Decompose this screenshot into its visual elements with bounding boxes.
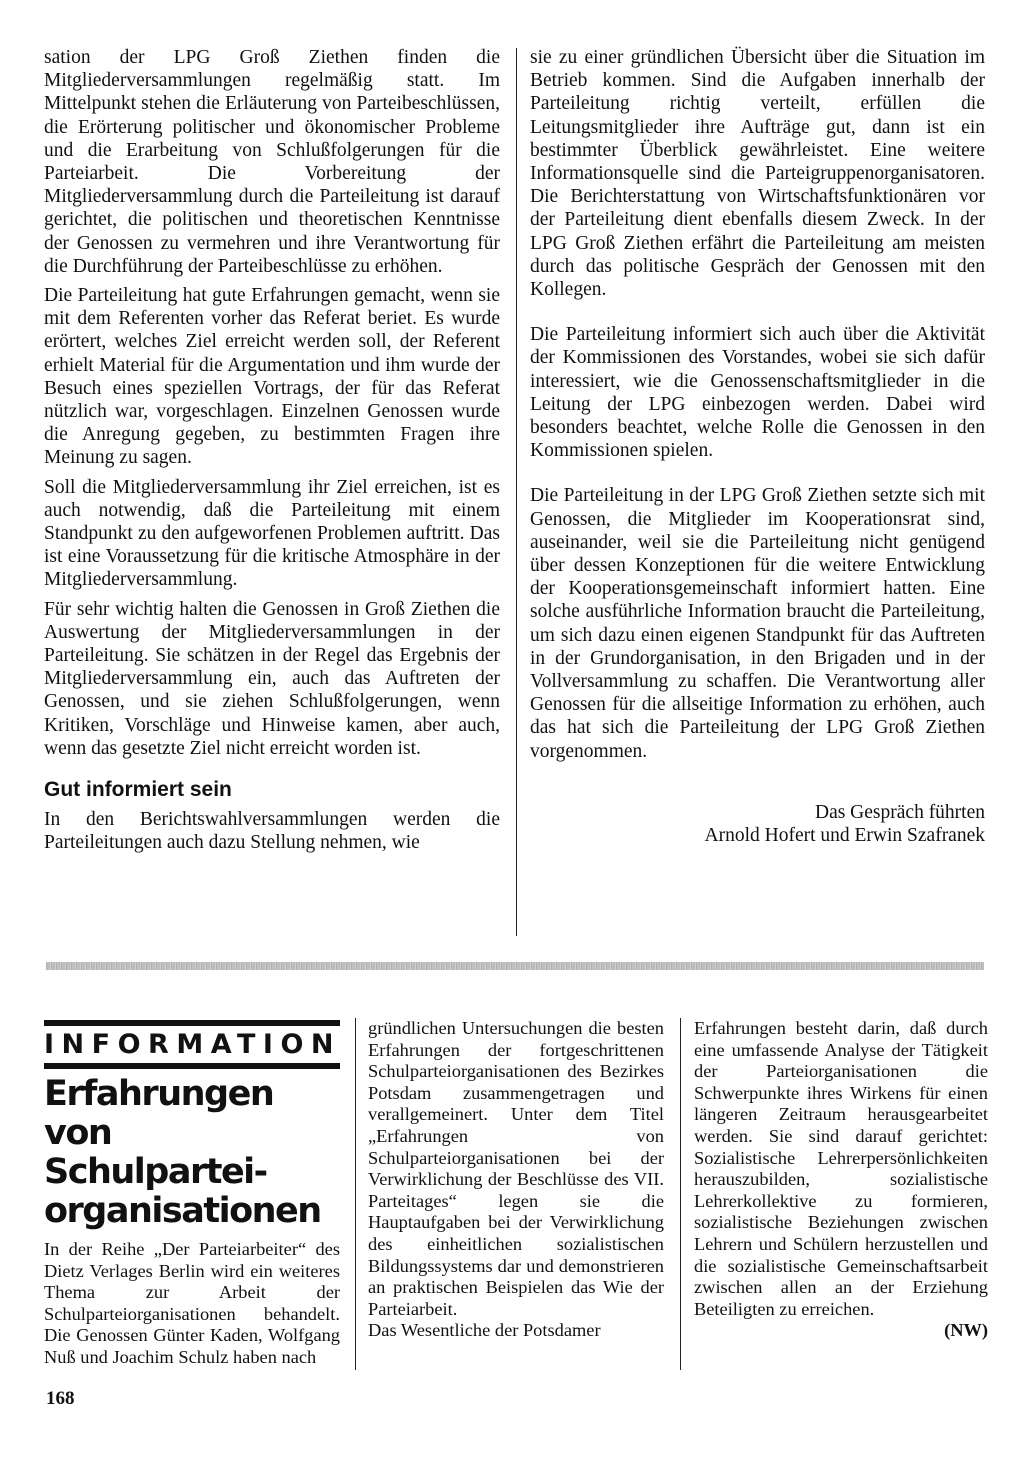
article-column-right [530, 46, 985, 847]
paragraph: sation der LPG Groß Ziethen finden die Mitgliederversammlungen regelmäßig statt. Im Mittelpunkt stehen die Erläuterung von Parteibeschlüssen, die Erörterung politischer und ökonomischer Probleme und die Erarbeitung von Schlußfolgerungen für die Parteiarbeit. Die Vorbereitung der Mitgliederversammlung durch die Parteileitung ist darauf gerichtet, die politischen und theoretischen Kenntnisse der Genossen zu vermehren und ihre Verantwortung für die Durchführung der Parteibeschlüsse zu erhöhen. [44, 47, 500, 277]
paragraph: Soll die Mitgliederversammlung ihr Ziel erreichen, ist es auch notwendig, daß die Parteileitung mit einem Standpunkt zu den aufgeworfenen Problemen auftritt. Das ist eine Voraussetzung für die kritische Atmosphäre in der Mitgliederversammlung. [44, 476, 500, 591]
signature-names: Arnold Hofert und Erwin Szafranek [704, 825, 985, 847]
info-column-3 [694, 1018, 988, 1342]
paragraph: Das Wesentliche der Potsdamer [368, 1320, 601, 1341]
column-divider [516, 48, 517, 936]
information-label: INFORMATION [44, 1020, 340, 1069]
info-column-1 [44, 1020, 340, 1369]
paragraph: Für sehr wichtig halten die Genossen in Groß Ziethen die Auswertung der Mitgliederversammlungen in der Parteileitung. Sie schätzen in der Regel das Ergebnis der Mitgliederversammlung ein, auch das Auftreten der Genossen, und sie ziehen Schlußfolgerungen, wenn Kritiken, Vorschläge und Hinweise kamen, aber auch, wenn das gesetzte Ziel nicht erreicht worden ist. [44, 598, 500, 759]
author-initials: (NW) [944, 1320, 988, 1341]
paragraph: In der Reihe „Der Parteiarbeiter“ des Dietz Verlages Berlin wird ein weiteres Thema zur Arbeit der Schulparteiorganisationen behandelt. Die Genossen Günter Kaden, Wolfgang Nuß und Joachim Schulz haben nach [44, 1239, 340, 1367]
paragraph: Erfahrungen besteht darin, daß durch eine umfassende Analyse der Tätigkeit der Parteiorganisationen die Schwerpunkte ihres Wirkens für einen längeren Zeitraum herausgearbeitet werden. Sie sind darauf gerichtet: Sozialistische Lehrerpersönlichkeiten herauszubilden, sozialistische Lehrerkollektive zu formieren, sozialistische Beziehungen zwischen Lehrern und Schülern herzustellen und die sozialistische Gemeinschaftsarbeit zwischen allen an der Erziehung Beteiligten zu erreichen. [694, 1018, 988, 1319]
signature-line: Das Gespräch führten [814, 801, 985, 823]
paragraph: Die Parteileitung in der LPG Groß Ziethen setzte sich mit Genossen, die Mitglieder im Kooperationsrat sind, auseinander, weil sie die Parteileitung nicht genügend über dessen Konzeptionen für die weitere Entwicklung der Kooperationsgemeinschaft informiert hatten. Eine solche ausführliche Information braucht die Parteileitung, um sich dazu einen eigenen Standpunkt für das Auftreten in der Grundorganisation, in den Brigaden und in der Vollversammlung zu schaffen. Die Verantwortung aller Genossen für die allseitige Information zu erhöhen, auch das hat sich die Parteileitung der LPG Groß Ziethen vorgenommen. [530, 485, 985, 762]
interviewer-credit [530, 801, 985, 847]
paragraph: gründlichen Untersuchungen die besten Erfahrungen der fortgeschrittenen Schulparteiorganisationen des Bezirkes Potsdam zusammengetragen und verallgemeinert. Unter dem Titel „Erfahrungen von Schulparteiorganisationen bei der Verwirklichung der Beschlüsse des VII. Parteitages“ legen sie die Hauptaufgaben bei der Verwirklichung des einheitlichen sozialistischen Bildungssystems dar und demonstrieren an praktischen Beispielen das Wie der Parteiarbeit. [368, 1018, 664, 1319]
info-column-2 [368, 1018, 664, 1342]
paragraph: Die Parteileitung hat gute Erfahrungen gemacht, wenn sie mit dem Referenten vorher das Referat beriet. Es wurde erörtert, welches Ziel erreicht werden soll, der Referent erhielt Material für die Argumentation und ihm wurde der Besuch eines speziellen Vortrags, der für das Referat nützlich war, vorgeschlagen. Einzelnen Genossen wurde die Anregung gegeben, zu bestimmten Fragen ihre Meinung zu sagen. [44, 285, 500, 469]
section-subheading: Gut informiert sein [44, 778, 232, 802]
page-number: 168 [46, 1388, 75, 1409]
paragraph: sie zu einer gründlichen Übersicht über die Situation im Betrieb kommen. Sind die Aufgaben innerhalb der Parteileitung richtig verteilt, erfüllen die Leitungsmitglieder ihre Aufträge gut, dann ist ein bestimmter Überblick gewährleistet. Eine weitere Informationsquelle sind die Parteigruppenorganisatoren. Die Berichterstattung von Wirtschaftsfunktionären vor der Parteileitung dient ebenfalls diesem Zweck. In der LPG Groß Ziethen erfährt die Parteileitung am meisten durch das politische Gespräch der Genossen mit den Kollegen. [530, 47, 985, 301]
info-headline: Erfahrungen von Schulpartei-organisationen [44, 1074, 321, 1231]
section-separator [46, 962, 984, 970]
article-column-left [44, 46, 500, 855]
paragraph: Die Parteileitung informiert sich auch über die Aktivität der Kommissionen des Vorstandes, wobei sie sich dafür interessiert, wie die Genossenschaftsmitglieder in die Leitung der LPG einbezogen werden. Dabei wird besonders beachtet, welche Rolle die Genossen in den Kommissionen spielen. [530, 324, 985, 462]
paragraph: In den Berichtswahlversammlungen werden die Parteileitungen auch dazu Stellung nehmen, wie [44, 809, 500, 854]
column-divider [355, 1018, 356, 1370]
column-divider [680, 1018, 681, 1370]
